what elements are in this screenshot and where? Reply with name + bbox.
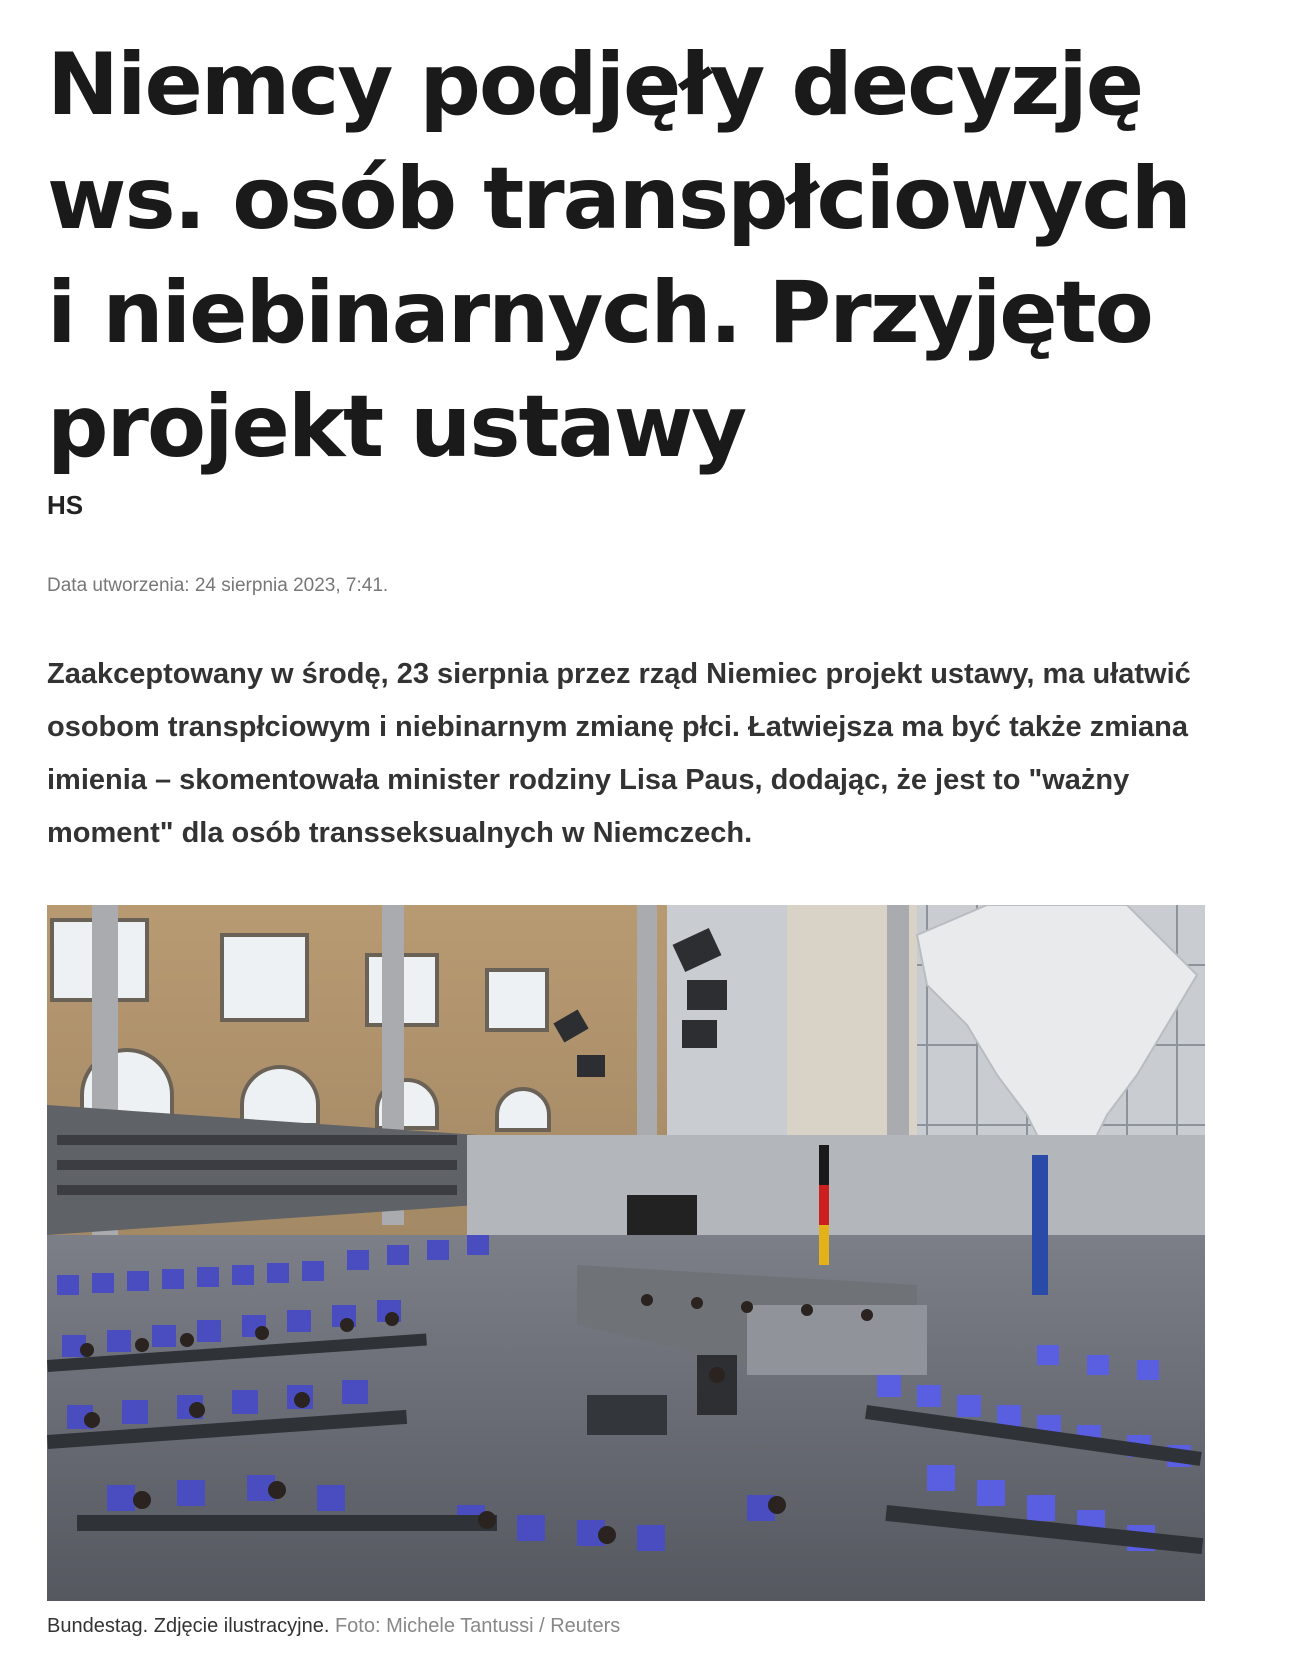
photo-credit: Foto: Michele Tantussi / Reuters	[334, 1615, 621, 1637]
author-initials[interactable]: HS	[47, 490, 84, 520]
bundestag-photo-illustration	[47, 905, 1205, 1601]
publish-date: Data utworzenia: 24 sierpnia 2023, 7:41.	[47, 575, 389, 596]
article-lead: Zaakceptowany w środę, 23 sierpnia przez rząd Niemiec projekt ustawy, ma ułatwić osobom transpłciowym i niebinarnym zmianę płci. Łatwiejsza ma być także zmiana imienia – skomentowała minister rodziny Lisa Paus, dodając, że jest to "ważny moment" dla osób transseksualnych w Niemczech.	[47, 658, 1191, 849]
article-title: Niemcy podjęły decyzję ws. osób transpłciowych i niebinarnych. Przyjęto projekt ustawy	[47, 35, 1190, 477]
photo-caption	[47, 1615, 620, 1638]
caption-text: Bundestag. Zdjęcie ilustracyjne.	[47, 1615, 330, 1637]
article-photo[interactable]	[47, 905, 1205, 1601]
